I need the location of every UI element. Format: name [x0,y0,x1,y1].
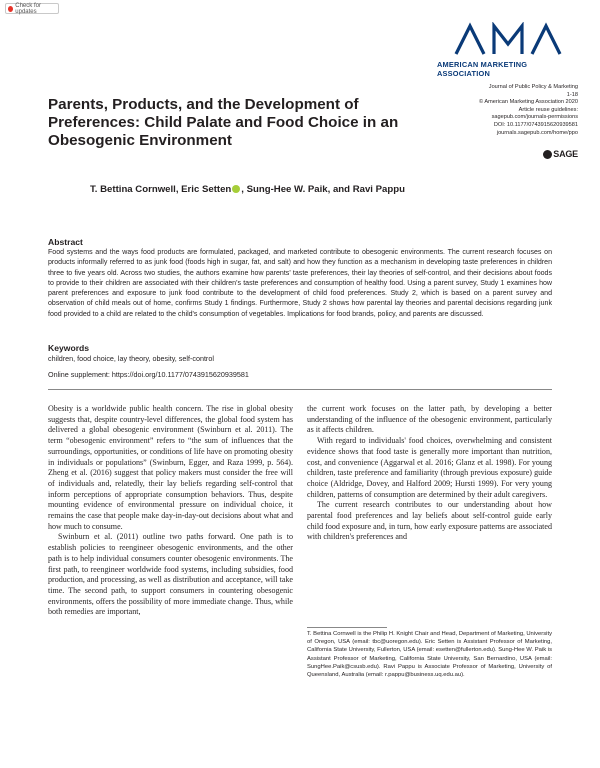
body-column-right [307,404,552,543]
author-list [90,184,550,195]
journal-meta [428,84,578,137]
journal-name: Journal of Public Policy & Marketing [488,84,578,90]
author-rest: , Sung-Hee W. Paik, and Ravi Pappu [241,184,405,195]
check-for-updates-badge[interactable] [5,3,59,14]
publisher-name-line1: AMERICAN MARKETING [437,60,528,69]
page-range: 1-18 [566,91,578,98]
body-paragraph: Obesity is a worldwide public health concern. The rise in global obesity suggests that, despite country-level differences, the global food system has delivered a global obesogenic environment (Swinburn et al. 2011). The term “obesogenic environment” refers to “the sum of influences that the surroundings, opportunities, or conditions of life have on promoting obesity in individuals or populations” (Swinburn, Egger, and Raza 1999, p. 564). Zheng et al. (2016) suggest that policy makers must consider the free will of individuals and, relatedly, their lay beliefs regarding self-control that inform perceptions of appropriate consumption behaviors. Thus, despite mounting evidence of environmental pressure on individual choice, it remains the case that people make day-in-day-out decisions about what and how much to consume. [48,404,293,531]
keywords-heading: Keywords [48,343,90,353]
sage-mark-icon [543,150,552,159]
journal-home-link[interactable]: journals.sagepub.com/home/ppo [496,129,578,136]
reuse-label: Article reuse guidelines: [518,106,578,113]
body-paragraph: With regard to individuals' food choices, overwhelming and consistent evidence shows that food taste is generally more important than nutrition, cost, and convenience (Aggarwal et al. 2016; Glanz et al. 1998). For young children, taste preference and familiarity (through previous exposure) guide choice (Aldridge, Dovey, and Halford 2009; Hursti 1999). For very young children, patterns of consumption are determined by their adult caregivers. [307,436,552,499]
publisher-name-line2: ASSOCIATION [437,69,490,78]
check-for-updates-label: Check for updates [15,2,41,15]
abstract-heading: Abstract [48,237,83,247]
body-paragraph: The current research contributes to our understanding about how parental food preferences and lay beliefs about self-control guide early child food exposure and, in turn, how early exposure patterns are associated with children's preferences and [307,500,552,542]
update-icon [8,6,13,12]
copyright: © American Marketing Association 2020 [479,99,578,106]
ama-logo-text: AMA [512,52,515,53]
keywords-text: children, food choice, lay theory, obesity, self-control [48,354,214,363]
sage-logo [543,149,578,159]
abstract-text: Food systems and the ways food products are formulated, packaged, and marketed contribute to obesogenic environments. The current research focuses on products informally referred to as junk food (foods high in sugar, fat, and salt) and how they function as a mechanism in developing taste preferences in children three to five years old. Across two studies, the authors examine how parents' taste preferences, their lay theories of self-control, and their decisions about foods to provide to their children are associated with their children's taste preferences and consumption of healthy food. Using a parent survey, Study 1 examines how parent preferences and exposure to junk food contribute to the development of child food preferences. Study 2, which is based on a parent survey and observation of child meals out of home, confirms Study 1 findings. Furthermore, Study 2 shows how parental lay theories and parental decisions regarding junk food provided to a child are related to the child's consumption of vegetables. Implications for food brands, policy, and parents are discussed. [48,249,552,318]
orcid-icon[interactable] [232,185,240,193]
author-1: T. Bettina Cornwell, [90,184,182,195]
body-column-left [48,404,293,618]
online-supplement-link[interactable]: Online supplement: https://doi.org/10.1177/0743915620939581 [48,370,249,379]
sage-label: SAGE [553,149,578,159]
publisher-name [437,60,577,78]
ama-logo-icon [452,22,572,56]
author-affiliations-footnote: T. Bettina Cornwell is the Philip H. Knight Chair and Head, Department of Marketing, University of Oregon, USA (email: tbc@uoregon.edu). Eric Setten is Assistant Professor of Marketing, California State University, Fullerton, USA (email: esetten@fullerton.edu). Sung-Hee W. Paik is Assistant Professor of Marketing, California State University, San Bernardino, USA (email: SungHee.Paik@csusb.edu). Ravi Pappu is Associate Professor of Marketing, University of Queensland, Australia (email: r.pappu@business.uq.edu.au). [307,631,552,679]
body-paragraph: Swinburn et al. (2011) outline two paths forward. One path is to establish policies to reengineer obesogenic environments, and the other path is to help individual consumers counter obesogenic environments. The first path, to reengineer worldwide food systems, including subsidies, food production, and processing, as well as distribution and acceptance, will take time. The second path, to support consumers in countering obesogenic environments, offers the possibility of more immediate change. Thus, while both remedies are important, [48,532,293,617]
body-paragraph: the current work focuses on the latter path, by developing a better understanding of the influence of the obesogenic environment, particularly as it affects children. [307,404,552,435]
article-title: Parents, Products, and the Development of Preferences: Child Palate and Food Choice in an Obesogenic Environment [48,96,399,149]
footnote-divider [307,627,387,628]
doi[interactable]: DOI: 10.1177/0743915620939581 [493,121,578,128]
author-2: Eric Setten [181,184,232,195]
reuse-link[interactable]: sagepub.com/journals-permissions [491,114,578,121]
section-divider [48,389,552,390]
